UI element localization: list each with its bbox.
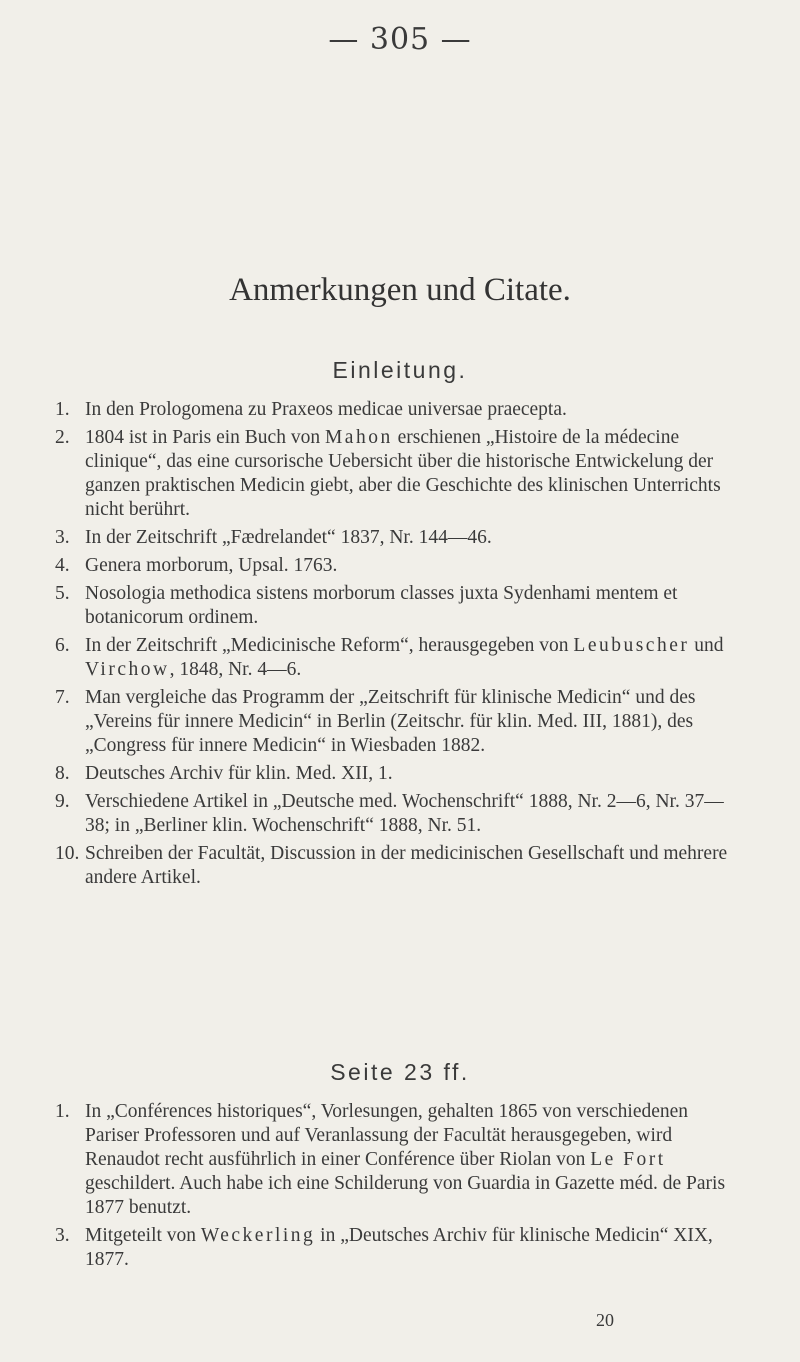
note-item (0, 398, 800, 422)
note-item (0, 790, 800, 838)
note-text: Man vergleiche das Programm der „Zeitschrift für klinische Medicin“ und des „Vereins für innere Medicin“ in Berlin (Zeitschr. für klin. Med. III, 1881), des „Congress für innere Medicin“ in Wiesbaden 1882. (85, 687, 696, 756)
note-number: 2. (55, 427, 70, 448)
note-text: Verschiedene Artikel in „Deutsche med. Wochenschrift“ 1888, Nr. 2—6, Nr. 37—38; in „Berliner klin. Wochenschrift“ 1888, Nr. 51. (85, 791, 724, 836)
page-number: — 305 — (328, 22, 472, 57)
notes-list-seite-23 (0, 1100, 800, 1276)
author-name: Virchow (85, 659, 170, 680)
note-text: 1804 ist in Paris ein Buch von (85, 427, 325, 448)
note-item (0, 426, 800, 522)
note-text: Deutsches Archiv für klin. Med. XII, 1. (85, 763, 393, 784)
note-text: Mitgeteilt von (85, 1225, 201, 1246)
note-number: 5. (55, 583, 70, 604)
note-text: In der Zeitschrift „Fædrelandet“ 1837, Nr. 144—46. (85, 527, 492, 548)
note-item (0, 686, 800, 758)
note-item (0, 1224, 800, 1272)
note-text: In der Zeitschrift „Medicinische Reform“, herausgegeben von (85, 635, 574, 656)
section-heading-einleitung: Einleitung. (332, 357, 468, 383)
note-text: In „Conférences historiques“, Vorlesungen, gehalten 1865 von verschiedenen Pariser Professoren und auf Veranlassung der Facultät herausgegeben, wird Renaudot recht ausführlich in einer Conférence über Riolan von (85, 1101, 689, 1170)
note-number: 10. (55, 843, 80, 864)
note-item (0, 582, 800, 630)
note-number: 6. (55, 635, 70, 656)
author-name: Mahon (324, 427, 393, 448)
note-item (0, 1100, 800, 1220)
notes-list-einleitung (0, 398, 800, 894)
note-number: 3. (55, 1225, 70, 1246)
section-heading-seite-23: Seite 23 ff. (330, 1059, 470, 1085)
page-title: Anmerkungen und Citate. (229, 272, 571, 308)
note-item (0, 762, 800, 786)
note-number: 3. (55, 527, 70, 548)
note-number: 1. (55, 399, 70, 420)
note-text: in „Deutsches Archiv für klinische Medicin“ XIX, 1877. (85, 1225, 713, 1270)
note-number: 4. (55, 555, 70, 576)
author-name: Le Fort (590, 1149, 666, 1170)
note-item (0, 634, 800, 682)
note-text: Genera morborum, Upsal. 1763. (85, 555, 338, 576)
note-item (0, 554, 800, 578)
note-number: 9. (55, 791, 70, 812)
note-item (0, 842, 800, 890)
author-name: Leubuscher (573, 635, 690, 656)
note-text: Nosologia methodica sistens morborum classes juxta Sydenhami mentem et botanicorum ordinem. (85, 583, 678, 628)
signature-mark: 20 (596, 1310, 614, 1330)
note-number: 1. (55, 1101, 70, 1122)
note-text: In den Prologomena zu Praxeos medicae universae praecepta. (85, 399, 567, 420)
note-text: und (689, 635, 724, 656)
note-text: erschienen „Histoire de la médecine clinique“, das eine cursorische Uebersicht über die historische Entwickelung der ganzen praktischen Medicin giebt, aber die Geschichte des klinischen Unterrichts nicht berührt. (85, 427, 721, 520)
note-text: , 1848, Nr. 4—6. (169, 659, 302, 680)
note-number: 8. (55, 763, 70, 784)
author-name: Weckerling (200, 1225, 316, 1246)
note-text: Schreiben der Facultät, Discussion in der medicinischen Gesellschaft und mehrere andere Artikel. (85, 843, 728, 888)
note-item (0, 526, 800, 550)
note-number: 7. (55, 687, 70, 708)
note-text: geschildert. Auch habe ich eine Schilderung von Guardia in Gazette méd. de Paris 1877 benutzt. (85, 1173, 726, 1218)
